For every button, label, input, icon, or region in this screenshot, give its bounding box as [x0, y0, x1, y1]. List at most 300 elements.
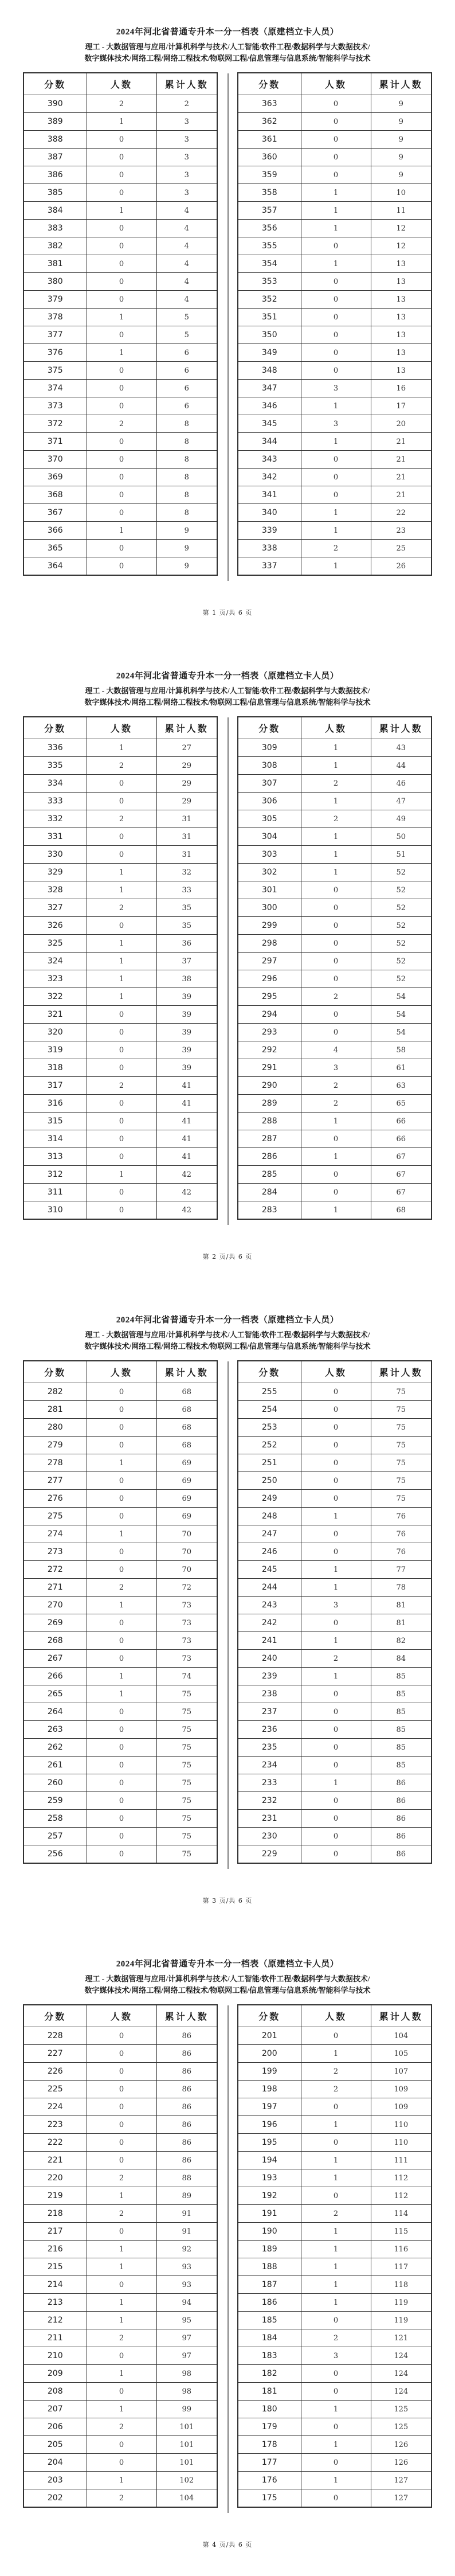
score-cell: 208 [23, 2383, 87, 2401]
count-cell: 0 [301, 1543, 371, 1561]
table-row [238, 1490, 432, 1508]
tables-container [23, 716, 432, 1220]
table-row [23, 2454, 217, 2472]
score-cell: 247 [238, 1525, 301, 1543]
table-row [238, 273, 432, 291]
score-cell: 268 [23, 1632, 87, 1650]
count-cell: 0 [87, 1614, 156, 1632]
count-cell: 0 [87, 273, 156, 291]
count-cell: 0 [87, 1113, 156, 1130]
score-cell: 307 [238, 775, 301, 793]
count-cell: 0 [301, 935, 371, 953]
subtitle-line-2: 数字媒体技术/网络工程/网络工程技术/物联网工程/信息管理与信息系统/智能科学与技术 [84, 697, 371, 707]
score-cell: 345 [238, 415, 301, 433]
cumulative-cell: 110 [371, 2116, 432, 2134]
cumulative-cell: 52 [371, 899, 432, 917]
cumulative-cell: 124 [371, 2365, 432, 2383]
cumulative-cell: 41 [156, 1077, 217, 1095]
count-cell: 1 [301, 2045, 371, 2063]
score-cell: 249 [238, 1490, 301, 1508]
table-row [23, 1401, 217, 1419]
table-row [23, 2294, 217, 2312]
count-cell: 0 [301, 362, 371, 380]
subtitle-line-1: 理工 - 大数据管理与应用/计算机科学与技术/人工智能/软件工程/数据科学与大数据技术/ [85, 1974, 370, 1983]
count-cell: 0 [301, 1472, 371, 1490]
cumulative-cell: 9 [371, 131, 432, 149]
score-cell: 314 [23, 1130, 87, 1148]
count-cell: 0 [301, 1490, 371, 1508]
count-cell: 1 [87, 2312, 156, 2329]
table-row [23, 1024, 217, 1041]
table-row [238, 1437, 432, 1454]
table-row [23, 1525, 217, 1543]
score-cell: 213 [23, 2294, 87, 2312]
count-cell: 1 [301, 864, 371, 881]
cumulative-cell: 75 [371, 1401, 432, 1419]
tables-container [23, 1360, 432, 1864]
table-row [238, 988, 432, 1006]
score-cell: 298 [238, 935, 301, 953]
cumulative-cell: 85 [371, 1668, 432, 1685]
score-cell: 188 [238, 2258, 301, 2276]
count-cell: 0 [301, 344, 371, 362]
table-row [238, 793, 432, 810]
cumulative-cell: 68 [156, 1419, 217, 1437]
score-table-left [23, 2004, 218, 2508]
count-cell: 1 [301, 757, 371, 775]
cumulative-cell: 13 [371, 362, 432, 380]
table-row [23, 2365, 217, 2383]
table-row [23, 131, 217, 149]
table-row [23, 1579, 217, 1597]
page-subtitle [0, 1329, 455, 1352]
count-cell: 1 [87, 988, 156, 1006]
cumulative-cell: 121 [371, 2329, 432, 2347]
score-cell: 271 [23, 1579, 87, 1597]
count-cell: 0 [87, 1757, 156, 1774]
cumulative-cell: 97 [156, 2347, 217, 2365]
table-row [23, 2383, 217, 2401]
cumulative-cell: 127 [371, 2472, 432, 2489]
cumulative-cell: 75 [371, 1490, 432, 1508]
count-cell: 4 [301, 1041, 371, 1059]
table-row [23, 953, 217, 970]
cumulative-cell: 52 [371, 881, 432, 899]
score-cell: 374 [23, 380, 87, 397]
table-row [238, 917, 432, 935]
table-row [238, 1703, 432, 1721]
table-row [238, 2418, 432, 2436]
cumulative-cell: 118 [371, 2276, 432, 2294]
score-cell: 228 [23, 2027, 87, 2045]
score-cell: 319 [23, 1041, 87, 1059]
score-cell: 280 [23, 1419, 87, 1437]
count-cell: 1 [301, 504, 371, 522]
header-row [238, 717, 432, 739]
score-cell: 223 [23, 2116, 87, 2134]
cumulative-cell: 125 [371, 2401, 432, 2418]
score-cell: 270 [23, 1597, 87, 1614]
cumulative-cell: 66 [371, 1113, 432, 1130]
table-row [238, 1472, 432, 1490]
score-cell: 180 [238, 2401, 301, 2418]
count-cell: 2 [87, 2205, 156, 2223]
cumulative-cell: 31 [156, 846, 217, 864]
score-cell: 176 [238, 2472, 301, 2489]
table-row [23, 1113, 217, 1130]
count-cell: 0 [301, 1383, 371, 1401]
table-row [23, 757, 217, 775]
count-cell: 0 [301, 1703, 371, 1721]
cumulative-cell: 102 [156, 2472, 217, 2489]
cumulative-cell: 86 [371, 1792, 432, 1810]
table-row [23, 1561, 217, 1579]
score-table-right [237, 72, 432, 576]
column-header-cumulative: 累计人数 [371, 1361, 432, 1383]
column-header-score: 分数 [238, 717, 301, 739]
table-row [238, 1130, 432, 1148]
score-cell: 274 [23, 1525, 87, 1543]
table-row [238, 2063, 432, 2081]
table-row [238, 2258, 432, 2276]
table-row [23, 2258, 217, 2276]
header-row [23, 73, 217, 95]
score-cell: 368 [23, 486, 87, 504]
count-cell: 2 [87, 2169, 156, 2187]
cumulative-cell: 8 [156, 415, 217, 433]
cumulative-cell: 16 [371, 380, 432, 397]
column-divider [227, 1361, 229, 1869]
cumulative-cell: 52 [371, 864, 432, 881]
score-cell: 230 [238, 1828, 301, 1845]
table-row [238, 1792, 432, 1810]
page-subtitle [0, 41, 455, 64]
table-row [238, 1024, 432, 1041]
cumulative-cell: 126 [371, 2454, 432, 2472]
count-cell: 1 [87, 2472, 156, 2489]
count-cell: 1 [87, 864, 156, 881]
cumulative-cell: 85 [371, 1739, 432, 1757]
count-cell: 1 [87, 309, 156, 326]
table-row [23, 397, 217, 415]
count-cell: 1 [301, 828, 371, 846]
table-row [23, 935, 217, 953]
cumulative-cell: 112 [371, 2169, 432, 2187]
count-cell: 0 [87, 166, 156, 184]
score-cell: 175 [238, 2489, 301, 2508]
table-row [238, 309, 432, 326]
count-cell: 0 [301, 970, 371, 988]
cumulative-cell: 3 [156, 184, 217, 202]
count-cell: 0 [87, 451, 156, 469]
score-cell: 380 [23, 273, 87, 291]
cumulative-cell: 67 [371, 1148, 432, 1166]
table-row [238, 1757, 432, 1774]
count-cell: 0 [301, 1166, 371, 1184]
table-row [238, 113, 432, 131]
cumulative-cell: 124 [371, 2347, 432, 2365]
cumulative-cell: 104 [371, 2027, 432, 2045]
score-cell: 226 [23, 2063, 87, 2081]
score-cell: 375 [23, 362, 87, 380]
cumulative-cell: 94 [156, 2294, 217, 2312]
table-row [238, 1685, 432, 1703]
score-cell: 317 [23, 1077, 87, 1095]
table-row [238, 1113, 432, 1130]
column-divider [227, 73, 229, 581]
cumulative-cell: 9 [371, 95, 432, 113]
score-cell: 267 [23, 1650, 87, 1668]
table-row [238, 775, 432, 793]
count-cell: 0 [87, 1059, 156, 1077]
cumulative-cell: 4 [156, 291, 217, 309]
column-header-cumulative: 累计人数 [371, 2005, 432, 2027]
score-cell: 191 [238, 2205, 301, 2223]
table-row [238, 953, 432, 970]
score-cell: 385 [23, 184, 87, 202]
count-cell: 1 [87, 953, 156, 970]
table-row [238, 2187, 432, 2205]
table-row [23, 1383, 217, 1401]
count-cell: 1 [87, 2258, 156, 2276]
table-row [23, 1757, 217, 1774]
score-cell: 382 [23, 237, 87, 255]
score-cell: 363 [238, 95, 301, 113]
cumulative-cell: 13 [371, 291, 432, 309]
count-cell: 1 [301, 1668, 371, 1685]
score-cell: 351 [238, 309, 301, 326]
count-cell: 0 [87, 557, 156, 576]
table-row [238, 380, 432, 397]
cumulative-cell: 5 [156, 309, 217, 326]
table-row [238, 1614, 432, 1632]
count-cell: 0 [301, 2418, 371, 2436]
header-row [238, 73, 432, 95]
column-header-cumulative: 累计人数 [156, 2005, 217, 2027]
score-cell: 231 [238, 1810, 301, 1828]
table-row [23, 2241, 217, 2258]
count-cell: 0 [87, 1095, 156, 1113]
cumulative-cell: 86 [371, 1845, 432, 1864]
score-cell: 244 [238, 1579, 301, 1597]
score-cell: 177 [238, 2454, 301, 2472]
column-header-cumulative: 累计人数 [371, 73, 432, 95]
cumulative-cell: 107 [371, 2063, 432, 2081]
score-cell: 325 [23, 935, 87, 953]
cumulative-cell: 6 [156, 362, 217, 380]
count-cell: 1 [87, 2241, 156, 2258]
table-row [238, 1632, 432, 1650]
table-row [238, 1579, 432, 1597]
count-cell: 1 [301, 433, 371, 451]
table-row [238, 2472, 432, 2489]
count-cell: 0 [301, 273, 371, 291]
count-cell: 0 [87, 2063, 156, 2081]
table-row [23, 2081, 217, 2098]
table-row [23, 309, 217, 326]
count-cell: 1 [87, 113, 156, 131]
cumulative-cell: 8 [156, 486, 217, 504]
table-row [238, 2027, 432, 2045]
cumulative-cell: 66 [371, 1130, 432, 1148]
count-cell: 0 [87, 2027, 156, 2045]
score-cell: 292 [238, 1041, 301, 1059]
score-cell: 330 [23, 846, 87, 864]
count-cell: 0 [87, 1739, 156, 1757]
count-cell: 2 [301, 810, 371, 828]
score-cell: 242 [238, 1614, 301, 1632]
cumulative-cell: 9 [156, 540, 217, 557]
page-title: 2024年河北省普通专升本一分一档表（原建档立卡人员） [116, 28, 339, 37]
column-header-score: 分数 [23, 1361, 87, 1383]
table-row [23, 2045, 217, 2063]
score-cell: 303 [238, 846, 301, 864]
score-cell: 289 [238, 1095, 301, 1113]
table-row [238, 344, 432, 362]
table-row [23, 1454, 217, 1472]
count-cell: 1 [87, 2294, 156, 2312]
table-row [238, 1650, 432, 1668]
table-row [238, 2205, 432, 2223]
score-cell: 320 [23, 1024, 87, 1041]
tables-container [23, 72, 432, 576]
table-row [238, 846, 432, 864]
table-row [23, 1739, 217, 1757]
table-row [238, 95, 432, 113]
count-cell: 1 [301, 557, 371, 576]
cumulative-cell: 117 [371, 2258, 432, 2276]
cumulative-cell: 85 [371, 1703, 432, 1721]
cumulative-cell: 76 [371, 1543, 432, 1561]
cumulative-cell: 86 [156, 2098, 217, 2116]
table-row [238, 255, 432, 273]
cumulative-cell: 11 [371, 202, 432, 220]
table-row [23, 433, 217, 451]
count-cell: 1 [87, 739, 156, 757]
count-cell: 0 [87, 2276, 156, 2294]
table-row [238, 1401, 432, 1419]
subtitle-line-1: 理工 - 大数据管理与应用/计算机科学与技术/人工智能/软件工程/数据科学与大数据技术/ [85, 686, 370, 695]
score-table-right [237, 1360, 432, 1864]
table-row [238, 2134, 432, 2152]
cumulative-cell: 3 [156, 113, 217, 131]
count-cell: 0 [87, 2454, 156, 2472]
score-cell: 356 [238, 220, 301, 237]
table-row [23, 828, 217, 846]
score-cell: 349 [238, 344, 301, 362]
table-row [23, 469, 217, 486]
cumulative-cell: 41 [156, 1095, 217, 1113]
cumulative-cell: 4 [156, 220, 217, 237]
count-cell: 0 [301, 1525, 371, 1543]
cumulative-cell: 70 [156, 1561, 217, 1579]
score-cell: 354 [238, 255, 301, 273]
cumulative-cell: 72 [156, 1579, 217, 1597]
cumulative-cell: 54 [371, 1006, 432, 1024]
table-row [23, 1721, 217, 1739]
table-row [23, 2472, 217, 2489]
table-row [238, 2081, 432, 2098]
table-row [238, 415, 432, 433]
count-cell: 0 [87, 775, 156, 793]
cumulative-cell: 12 [371, 220, 432, 237]
cumulative-cell: 82 [371, 1632, 432, 1650]
count-cell: 2 [87, 1077, 156, 1095]
table-row [23, 2276, 217, 2294]
count-cell: 0 [301, 1024, 371, 1041]
cumulative-cell: 68 [156, 1383, 217, 1401]
cumulative-cell: 68 [371, 1201, 432, 1220]
count-cell: 0 [301, 953, 371, 970]
page-footer: 第 2 页/共 6 页 [202, 1253, 253, 1260]
score-cell: 256 [23, 1845, 87, 1864]
table-row [23, 1095, 217, 1113]
table-row [23, 970, 217, 988]
score-cell: 265 [23, 1685, 87, 1703]
count-cell: 1 [301, 2116, 371, 2134]
count-cell: 2 [301, 1095, 371, 1113]
count-cell: 1 [301, 255, 371, 273]
cumulative-cell: 73 [156, 1597, 217, 1614]
table-row [238, 540, 432, 557]
cumulative-cell: 99 [156, 2401, 217, 2418]
cumulative-cell: 73 [156, 1632, 217, 1650]
cumulative-cell: 75 [156, 1703, 217, 1721]
cumulative-cell: 8 [156, 504, 217, 522]
table-row [238, 810, 432, 828]
cumulative-cell: 44 [371, 757, 432, 775]
cumulative-cell: 86 [156, 2081, 217, 2098]
table-row [23, 95, 217, 113]
table-row [23, 557, 217, 576]
score-cell: 186 [238, 2294, 301, 2312]
cumulative-cell: 49 [371, 810, 432, 828]
count-cell: 0 [87, 2098, 156, 2116]
score-cell: 333 [23, 793, 87, 810]
score-cell: 236 [238, 1721, 301, 1739]
cumulative-cell: 101 [156, 2436, 217, 2454]
cumulative-cell: 75 [371, 1419, 432, 1437]
count-cell: 0 [87, 504, 156, 522]
cumulative-cell: 54 [371, 1024, 432, 1041]
count-cell: 2 [301, 1650, 371, 1668]
score-cell: 221 [23, 2152, 87, 2169]
cumulative-cell: 78 [371, 1579, 432, 1597]
table-row [238, 1668, 432, 1685]
score-cell: 323 [23, 970, 87, 988]
count-cell: 0 [87, 1828, 156, 1845]
page-4 [0, 1932, 455, 2576]
cumulative-cell: 119 [371, 2294, 432, 2312]
column-header-cumulative: 累计人数 [156, 1361, 217, 1383]
table-row [23, 2098, 217, 2116]
score-cell: 189 [238, 2241, 301, 2258]
cumulative-cell: 63 [371, 1077, 432, 1095]
score-table-right [237, 2004, 432, 2508]
count-cell: 1 [301, 184, 371, 202]
score-cell: 302 [238, 864, 301, 881]
table-row [238, 326, 432, 344]
score-cell: 343 [238, 451, 301, 469]
table-row [238, 1059, 432, 1077]
count-cell: 1 [301, 522, 371, 540]
table-row [238, 1148, 432, 1166]
cumulative-cell: 75 [156, 1685, 217, 1703]
table-row [238, 1508, 432, 1525]
score-cell: 264 [23, 1703, 87, 1721]
table-row [23, 1632, 217, 1650]
score-cell: 282 [23, 1383, 87, 1401]
